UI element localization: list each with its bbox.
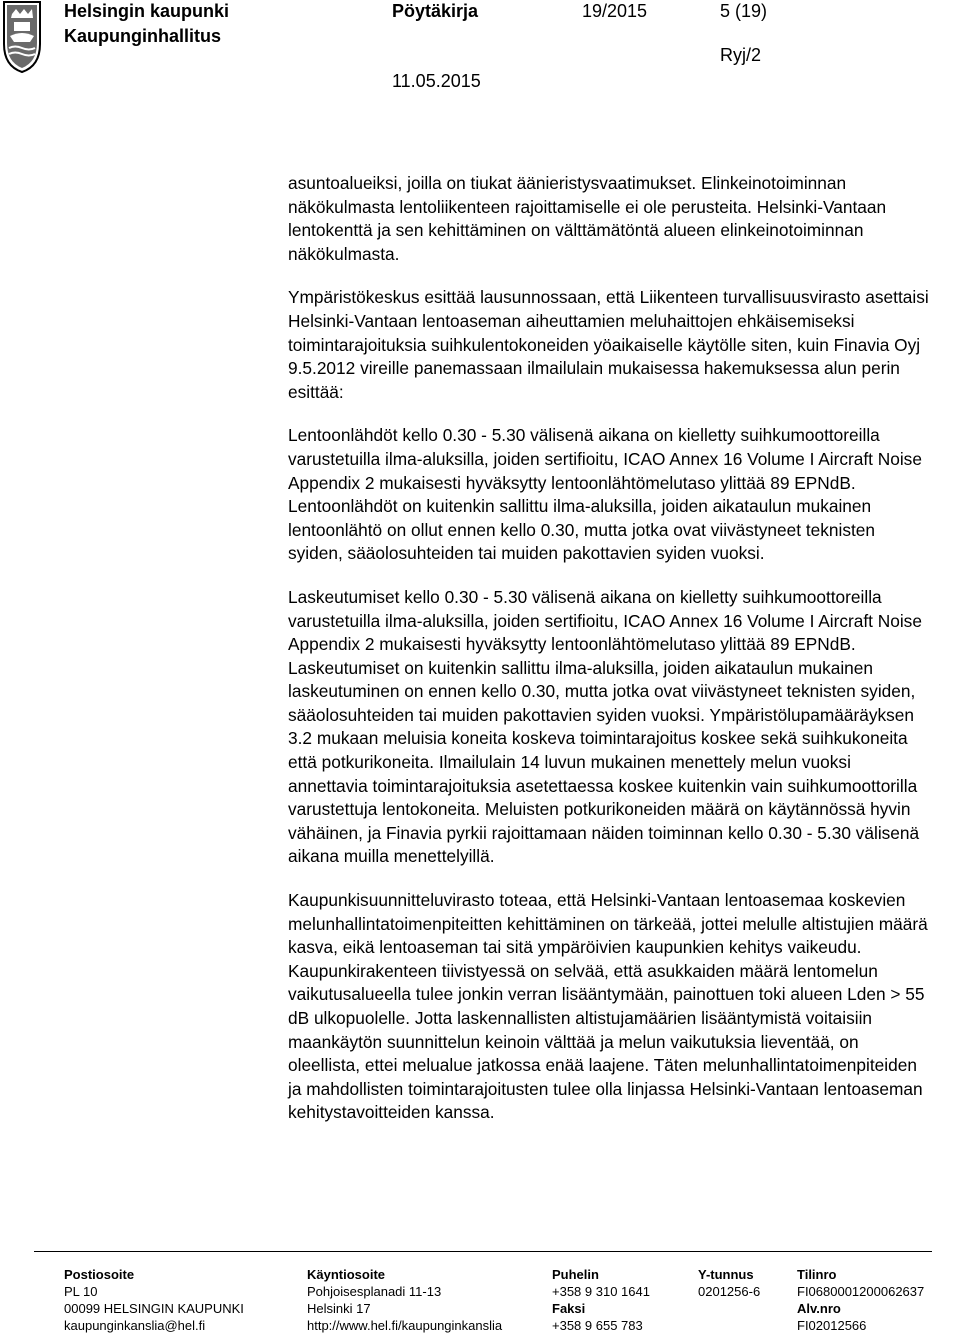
page-info: 5 (19) — [720, 1, 768, 21]
footer-label: Puhelin — [552, 1267, 599, 1282]
paragraph-1: asuntoalueiksi, joilla on tiukat äänieristysvaatimukset. Elinkeinotoiminnan näkökulmasta lentoliikenteen rajoittamiselle ei ole perusteita. Helsinki-Vantaan lentokenttä ja sen kehittäminen on välttämätöntä alueen elinkeinotoiminnan näkökulmasta. — [288, 173, 887, 264]
footer-value: FI0680001200062637 — [797, 1284, 925, 1299]
helsinki-crest-icon — [0, 0, 44, 74]
meeting-date: 11.05.2015 — [392, 71, 481, 91]
footer-phone — [552, 1266, 650, 1334]
organization-name: Helsingin kaupunki — [64, 1, 230, 21]
reference-code: Ryj/2 — [720, 45, 762, 65]
footer-postal-address — [64, 1266, 244, 1334]
footer-value: Helsinki 17 — [307, 1301, 371, 1316]
footer-visiting-address — [307, 1266, 502, 1334]
footer-email: kaupunginkanslia@hel.fi — [64, 1318, 206, 1333]
footer-website: http://www.hel.fi/kaupunginkanslia — [307, 1318, 503, 1333]
footer-bank-account — [797, 1266, 924, 1334]
footer-label: Alv.nro — [797, 1301, 841, 1316]
paragraph-4: Laskeutumiset kello 0.30 - 5.30 välisenä aikana on kielletty suihkumoottoreilla varustetuilla ilma-aluksilla, joiden sertifioitu, ICAO Annex 16 Volume I Aircraft Noise Appendix 2 mukaisesti hyväksytty lentoonlähtömelutaso ylittää 89 EPNdB. Laskeutumiset on kuitenkin sallittu ilma-aluksilla, joiden aikataulun mukainen laskeutuminen on ennen kello 0.30, mutta jotka ovat viivästyneet teknisten syiden, sääolosuhteiden tai muiden pakottavien syiden vuoksi. Ympäristölupamääräyksen 3.2 mukaan meluisia koneita koskeva toimintarajoitus koskee sekä suihkukoneita että potkurikoneita. Ilmailulain 14 luvun mukainen menettely melun vuoksi annettavia toimintarajoituksia asetettaessa koskee kuitenkin vain suihkumoottorilla varustettuja lentokoneita. Meluisten potkurikoneiden määrä on käytännössä hyvin vähäinen, ja Finavia pyrkii rajoittamaan näiden toiminnan kello 0.30 - 5.30 välisenä aikana muilla menettelyillä. — [288, 586, 922, 867]
footer-value: Pohjoisesplanadi 11-13 — [307, 1284, 442, 1299]
footer-label: Tilinro — [797, 1267, 837, 1282]
footer-label: Y-tunnus — [698, 1267, 754, 1282]
footer-label: Faksi — [552, 1301, 586, 1316]
document-number: 19/2015 — [582, 1, 648, 21]
footer-label: Käyntiosoite — [307, 1267, 386, 1282]
footer-value: PL 10 — [64, 1284, 98, 1299]
footer-value: 00099 HELSINGIN KAUPUNKI — [64, 1301, 244, 1316]
paragraph-5: Kaupunkisuunnitteluvirasto toteaa, että Helsinki-Vantaan lentoasemaa koskevien melunhallintatoimenpiteitten kehittäminen on tärkeää, jottei melulle altistujien määrä kasva, eikä lentoaseman tai sitä ympäröivien kaupunkien kehitys vaikeudu. Kaupunkirakenteen tiivistyessä on selvää, että asukkaiden määrä lentomelun vaikutusalueella tulee jonkin verran lisääntymään, painottuen toki alueen Lden > 55 dB ulkopuolelle. Jotta laskennallisten altistujamäärien lisääntymistä voitaisiin maankäytön suunnittelun keinoin välttää ja melun vaikutuksia lieventää, on oleellista, ettei melualue jatkossa enää laajene. Täten melunhallintatoimenpiteiden ja mahdollisten toimintarajoitusten tulee olla linjassa Helsinki-Vantaan lentoaseman kehitystavoitteiden kanssa. — [288, 890, 928, 1123]
footer-label: Postiosoite — [64, 1267, 135, 1282]
paragraph-3: Lentoonlähdöt kello 0.30 - 5.30 välisenä aikana on kielletty suihkumoottoreilla varustetuilla ilma-aluksilla, joiden sertifioitu, ICAO Annex 16 Volume I Aircraft Noise Appendix 2 mukaisesti hyväksytty lentoonlähtömelutaso ylittää 89 EPNdB. Lentoonlähdöt on kuitenkin sallittu ilma-aluksilla, joiden aikataulun mukainen lentoonlähtö on ollut ennen kello 0.30, mutta jotka ovat viivästyneet teknisten syiden, sääolosuhteiden tai muiden pakottavien syiden vuoksi. — [288, 425, 922, 564]
footer-value: +358 9 655 783 — [552, 1318, 643, 1333]
paragraph-2: Ympäristökeskus esittää lausunnossaan, että Liikenteen turvallisuusvirasto asettaisi Helsinki-Vantaan lentoaseman aiheuttamien meluhaittojen ehkäisemiseksi toimintarajoituksia suihkulentokoneiden yöaikaiselle käytölle siten, kuin Finavia Oyj 9.5.2012 vireille panemassaan ilmailulain mukaisessa hakemuksessa alun perin esittää: — [288, 287, 929, 402]
document-body — [288, 172, 933, 1125]
footer-value: FI02012566 — [797, 1318, 867, 1333]
footer-divider — [34, 1251, 932, 1252]
body-name: Kaupunginhallitus — [64, 26, 221, 46]
footer-value: 0201256-6 — [698, 1284, 761, 1299]
footer-value: +358 9 310 1641 — [552, 1284, 650, 1299]
document-type: Pöytäkirja — [392, 1, 479, 21]
footer-business-id — [698, 1266, 760, 1300]
